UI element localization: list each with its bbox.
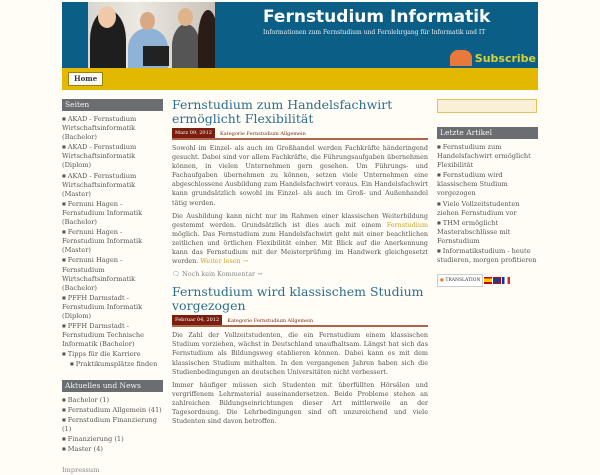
text: möglich. Das Fernstudium zum Handelsfachwirt geht mit einer beachtlichen zeitlichen und örtlichen Flexibilität einher. Mit Blick auf die Anerkennung kann das Fernstudium mit der Meisterprüfung im Handwerk gleichgesetzt werden.	[172, 229, 428, 266]
recent-post-link[interactable]: ■ Informatikstudium - heute studieren, morgen profitieren	[437, 246, 538, 265]
page-link[interactable]: ■ PFFH Darmstadt - Fernstudium Technische Informatik (Bachelor)	[62, 321, 163, 349]
post-paragraph: Immer häufiger müssen sich Studenten mit überfüllten Hörsälen und vergriffenem Lehrmaterial auseinandersetzen. Beide Probleme stehen an zahlreichen Bildungseinrichtungen dieser Art mittlerweile an der Tagesordnung. Die Lehrbedingungen sind oft unzureichend und viele Studenten sind davon betroffen.	[172, 380, 428, 426]
category-link[interactable]: ■ Master (4)	[62, 444, 163, 454]
post-title[interactable]: Fernstudium wird klassischem Studium vorgezogen	[172, 284, 424, 314]
recent-post-link[interactable]: ■ Viele Vollzeitstudenten ziehen Fernstudium vor	[437, 199, 538, 218]
site-title[interactable]: Fernstudium Informatik	[263, 7, 491, 27]
post-paragraph: Die Zahl der Vollzeitstudenten, die ein Fernstudium einem klassischen Studium vorziehen, wächst in Deutschland unaufhaltsam. Längst hat sich das Fernstudium als Bildungsweg etablieren können. Dabei kann es mit dem klassischen Studium mithalten. In den vergangenen Jahren haben sich die Studienbedingungen an deutschen Universitäten nicht verbessert.	[172, 331, 428, 376]
subscribe-button[interactable]	[450, 50, 536, 66]
recent-post-link[interactable]: ■ Fernstudium zum Handelsfachwirt ermöglicht Flexibilität	[437, 142, 538, 170]
page-link[interactable]: ■ Fernuni Hagen - Fernstudium Informatik (Master)	[62, 227, 163, 255]
post-date: Marz 09, 2012	[172, 128, 215, 138]
nav-home[interactable]: Home	[68, 72, 103, 86]
post	[172, 98, 428, 278]
page-link[interactable]: ■ Fernuni Hagen - Fernstudium Informatik (Bachelor)	[62, 199, 163, 227]
recent-post-link[interactable]: ■ Fernstudium wird klassischem Studium vorgezogen	[437, 170, 538, 198]
right-sidebar	[437, 99, 538, 287]
site-tagline: Informationen zum Fernstudium und Fernlehrgang für Informatik und IT	[263, 29, 486, 36]
post-title[interactable]: Fernstudium zum Handelsfachwirt ermöglicht Flexibilität	[172, 97, 393, 126]
post-category[interactable]: Kategorie Fernstudium Allgemein	[227, 318, 314, 325]
translation-label: TRANSLATION	[445, 278, 481, 284]
post	[172, 285, 428, 426]
rss-icon	[450, 50, 472, 66]
page-link[interactable]: ■ Fernuni Hagen - Fernstudium Wirtschaftsinformatik (Bachelor)	[62, 255, 163, 292]
comments-label: Noch kein Kommentar →	[182, 270, 263, 279]
left-sidebar	[62, 99, 163, 475]
nav-bar	[62, 68, 538, 90]
read-more-link[interactable]: Weiter lesen →	[200, 257, 249, 266]
fernstudium-link[interactable]: Fernstudium	[386, 220, 428, 229]
main-content	[172, 98, 428, 430]
site-header	[62, 2, 538, 68]
recent-post-link[interactable]: ■ THM ermöglicht Masterabschlüsse mit Fernstudium	[437, 218, 538, 246]
flag-uk-icon[interactable]	[493, 277, 501, 284]
chat-icon: ●	[440, 278, 444, 284]
widget-title-news: Aktuelles und News	[62, 380, 163, 392]
page-link[interactable]: ■ AKAD - Fernstudium Wirtschaftsinformatik (Bachelor)	[62, 114, 163, 142]
search-input[interactable]	[437, 99, 537, 113]
header-photo	[88, 2, 215, 68]
widget-title-pages: Seiten	[62, 99, 163, 111]
category-link[interactable]: ■ Fernstudium Allgemein (41)	[62, 405, 163, 415]
page-link[interactable]: ■ AKAD - Fernstudium Wirtschaftsinformatik (Master)	[62, 171, 163, 199]
text: Die Ausbildung kann nicht nur im Rahmen einer klassischen Weiterbildung gestemmt werden. Grundsätzlich ist dies auch mit einem	[172, 211, 428, 229]
page-link[interactable]: ■ Tipps für die Karriere	[62, 349, 163, 359]
comments-link[interactable]	[172, 270, 428, 278]
page-link[interactable]: ■ AKAD - Fernstudium Wirtschaftsinformatik (Diplom)	[62, 142, 163, 170]
comment-icon: 🗨	[172, 270, 181, 279]
post-paragraph: Sowohl im Einzel- als auch im Großhandel werden Fachkräfte händeringend gesucht. Dabei sind vor allem Fachkräfte, die Führungsaufgaben übernehmen können, in vielen Unternehmen gern gesehen. Um Führungs- und Fachaufgaben übernehmen zu können, setzen viele Unternehmen eine abgeschlossene Ausbildung zum Handelsfachwirt voraus. Ein Handelsfachwirt kann grundsätzlich sowohl im Einzel- als auch im Groß- und Außenhandel tätig werden.	[172, 144, 428, 207]
category-link[interactable]: ■ Finanzierung (1)	[62, 434, 163, 444]
flag-spain-icon[interactable]	[484, 277, 492, 284]
page-link[interactable]: ■ Praktikumsplätze finden	[70, 359, 163, 369]
category-link[interactable]: ■ Bachelor (1)	[62, 395, 163, 405]
widget-title-recent: Letzte Artikel	[437, 127, 538, 139]
impressum-link[interactable]: Impressum	[62, 466, 100, 475]
page-link[interactable]: ■ PFFH Darmstadt - Fernstudium Informatik (Diplom)	[62, 293, 163, 321]
post-date: Februar 04, 2012	[172, 315, 222, 325]
subscribe-label: Subscribe	[474, 51, 536, 65]
post-category[interactable]: Kategorie Fernstudium Allgemein	[219, 131, 306, 137]
translation-widget[interactable]	[437, 274, 538, 287]
category-link[interactable]: ■ Fernstudium Finanzierung (1)	[62, 415, 163, 434]
post-paragraph	[172, 212, 428, 267]
flag-france-icon[interactable]	[502, 277, 510, 284]
